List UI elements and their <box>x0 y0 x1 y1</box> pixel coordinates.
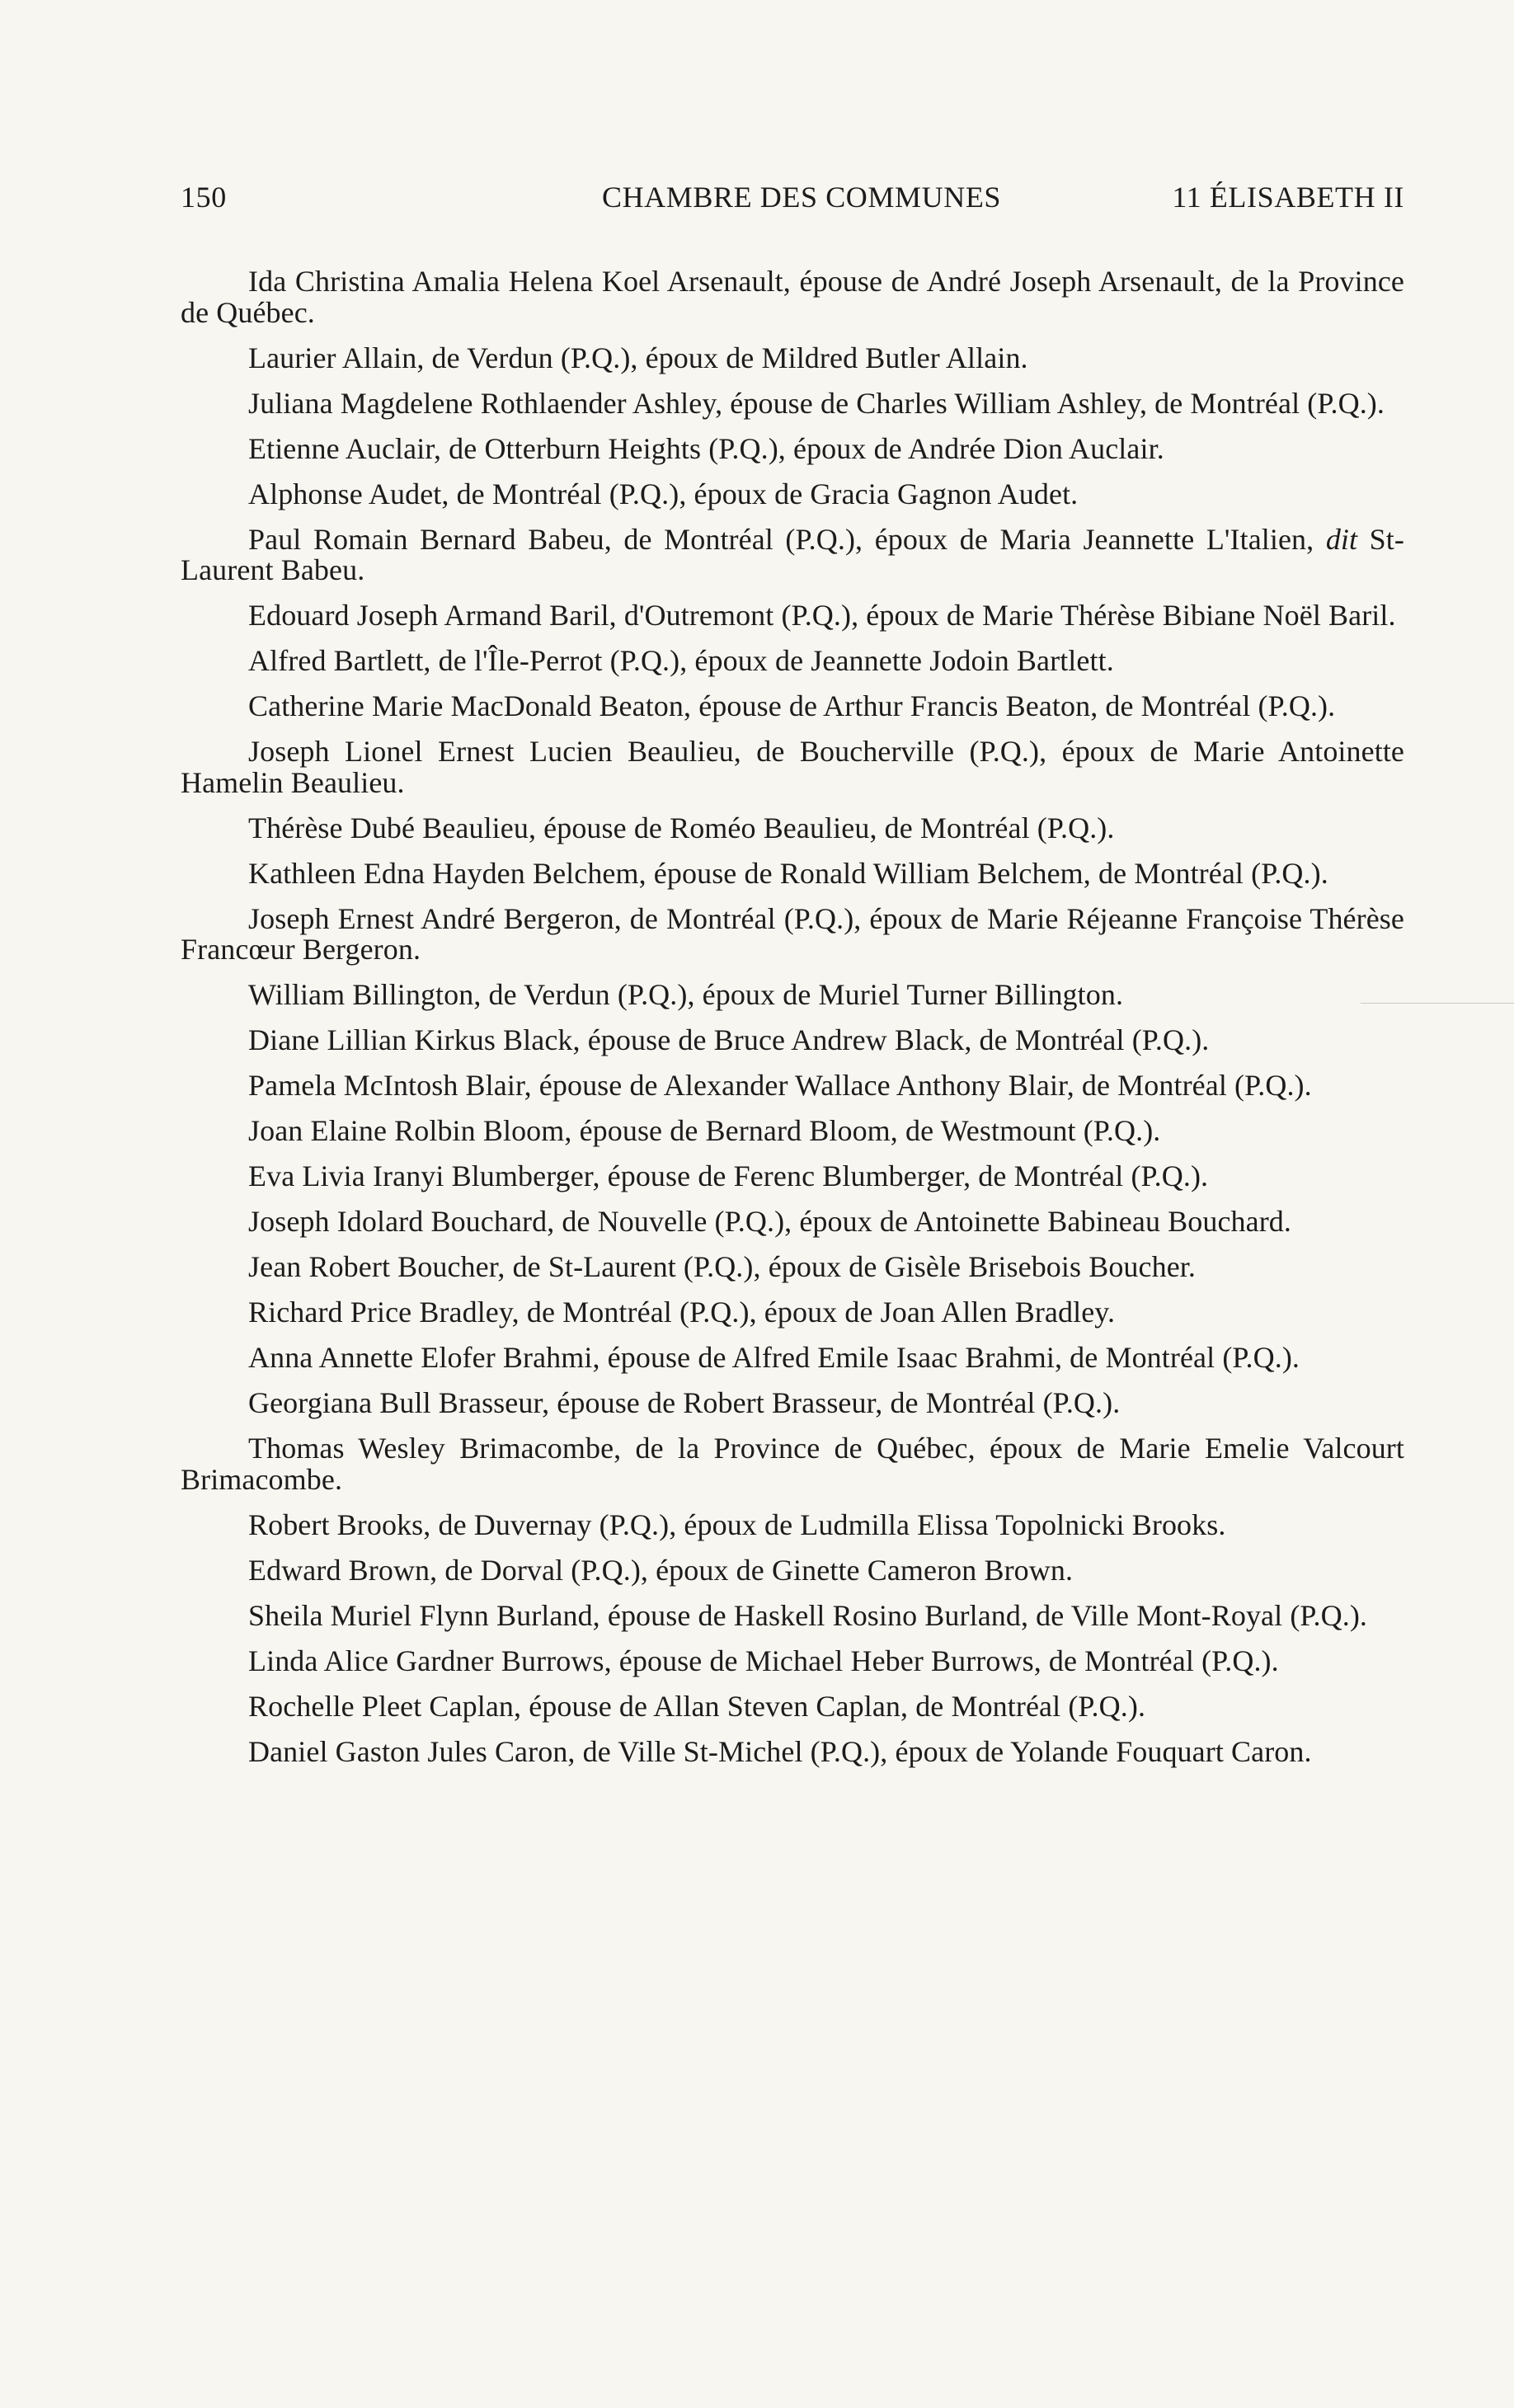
entry-text: Linda Alice Gardner Burrows, épouse de Michael Heber Burrows, de Montréal (P.Q.). <box>248 1644 1279 1677</box>
entry-text: Thérèse Dubé Beaulieu, épouse de Roméo Beaulieu, de Montréal (P.Q.). <box>248 811 1115 844</box>
entry-text: Robert Brooks, de Duvernay (P.Q.), époux de Ludmilla Elissa Topolnicki Brooks. <box>248 1507 1226 1541</box>
entry-text: Eva Livia Iranyi Blumberger, épouse de Ferenc Blumberger, de Montréal (P.Q.). <box>248 1159 1209 1192</box>
divorce-entries-list <box>181 266 1404 1782</box>
entry-text: Daniel Gaston Jules Caron, de Ville St-Michel (P.Q.), époux de Yolande Fouquart Caron. <box>248 1734 1312 1768</box>
entry-italic-text: dit <box>1325 522 1358 556</box>
entry-paragraph <box>181 1507 1404 1541</box>
entry-paragraph <box>181 646 1404 677</box>
entry-text: William Billington, de Verdun (P.Q.), époux de Muriel Turner Billington. <box>248 978 1124 1011</box>
entry-paragraph <box>181 1388 1404 1419</box>
entry-text: Kathleen Edna Hayden Belchem, épouse de Ronald William Belchem, de Montréal (P.Q.). <box>248 856 1328 890</box>
entry-text: Edouard Joseph Armand Baril, d'Outremont (P.Q.), époux de Marie Thérèse Bibiane Noël Baril. <box>248 599 1396 632</box>
entry-text: Anna Annette Elofer Brahmi, épouse de Alfred Emile Isaac Brahmi, de Montréal (P.Q.). <box>248 1341 1300 1374</box>
entry-paragraph <box>181 1070 1404 1102</box>
entry-paragraph <box>181 858 1404 890</box>
entry-paragraph <box>181 1343 1404 1374</box>
entry-text: Paul Romain Bernard Babeu, de Montréal (P.Q.), époux de Maria Jeannette L'Italien, <box>248 522 1326 556</box>
entry-paragraph <box>181 1555 1404 1587</box>
entry-text: Pamela McIntosh Blair, épouse de Alexander Wallace Anthony Blair, de Montréal (P.Q.). <box>248 1069 1312 1102</box>
entry-paragraph <box>181 1297 1404 1329</box>
entry-paragraph <box>181 1598 1404 1632</box>
entry-text: Edward Brown, de Dorval (P.Q.), époux de Ginette Cameron Brown. <box>248 1553 1074 1587</box>
entry-text: Jean Robert Boucher, de St-Laurent (P.Q.), époux de Gisèle Brisebois Boucher. <box>248 1250 1196 1283</box>
running-header <box>181 176 1404 218</box>
entry-paragraph <box>181 1161 1404 1192</box>
entry-paragraph <box>181 980 1404 1011</box>
entry-paragraph <box>181 901 1404 966</box>
entry-text: Richard Price Bradley, de Montréal (P.Q.), époux de Joan Allen Bradley. <box>248 1296 1116 1329</box>
entry-paragraph <box>181 524 1404 586</box>
entry-text: Joan Elaine Rolbin Bloom, épouse de Bernard Bloom, de Westmount (P.Q.). <box>248 1114 1161 1147</box>
entry-text: Georgiana Bull Brasseur, épouse de Robert Brasseur, de Montréal (P.Q.). <box>248 1386 1121 1419</box>
reign-label: 11 ÉLISABETH II <box>1172 181 1404 214</box>
entry-text: Catherine Marie MacDonald Beaton, épouse de Arthur Francis Beaton, de Montréal (P.Q.). <box>248 689 1336 722</box>
entry-text: Joseph Lionel Ernest Lucien Beaulieu, de Boucherville (P.Q.), époux de Marie Antoinette Hamelin Beaulieu. <box>181 735 1404 799</box>
entry-text: Alphonse Audet, de Montréal (P.Q.), époux de Gracia Gagnon Audet. <box>248 477 1079 510</box>
entry-text: Laurier Allain, de Verdun (P.Q.), époux de Mildred Butler Allain. <box>248 341 1028 374</box>
entry-text: Rochelle Pleet Caplan, épouse de Allan Steven Caplan, de Montréal (P.Q.). <box>248 1689 1146 1723</box>
entry-paragraph <box>181 691 1404 722</box>
entry-text: Etienne Auclair, de Otterburn Heights (P.Q.), époux de Andrée Dion Auclair. <box>248 431 1164 465</box>
entry-paragraph <box>181 431 1404 465</box>
entry-text: Alfred Bartlett, de l'Île-Perrot (P.Q.), époux de Jeannette Jodoin Bartlett. <box>248 644 1114 677</box>
entry-text: Ida Christina Amalia Helena Koel Arsenault, épouse de André Joseph Arsenault, de la Province de Québec. <box>181 265 1404 329</box>
entry-text: Juliana Magdelene Rothlaender Ashley, épouse de Charles William Ashley, de Montréal (P.Q.). <box>248 386 1385 420</box>
entry-text: Diane Lillian Kirkus Black, épouse de Bruce Andrew Black, de Montréal (P.Q.). <box>248 1023 1210 1056</box>
entry-paragraph <box>181 266 1404 328</box>
publication-title: CHAMBRE DES COMMUNES <box>601 181 1002 214</box>
page-number: 150 <box>181 181 227 214</box>
entry-paragraph <box>181 1252 1404 1283</box>
entry-paragraph <box>181 1025 1404 1056</box>
entry-paragraph <box>181 1206 1404 1238</box>
entry-paragraph <box>181 479 1404 510</box>
entry-text: Thomas Wesley Brimacombe, de la Province de Québec, époux de Marie Emelie Valcourt Brimacombe. <box>181 1432 1404 1496</box>
entry-text: Sheila Muriel Flynn Burland, épouse de Haskell Rosino Burland, de Ville Mont-Royal (P.Q.). <box>248 1598 1368 1632</box>
entry-paragraph <box>181 600 1404 632</box>
entry-text-continuation: St-Laurent Babeu. <box>181 522 1404 586</box>
entry-paragraph <box>181 1433 1404 1495</box>
entry-paragraph <box>181 736 1404 798</box>
entry-text: Joseph Ernest André Bergeron, de Montréal (P.Q.), époux de Marie Réjeanne Françoise Thérèse Francœur Bergeron. <box>181 901 1404 966</box>
entry-paragraph <box>181 1646 1404 1677</box>
entry-paragraph <box>181 1116 1404 1147</box>
entry-paragraph <box>181 1691 1404 1723</box>
entry-paragraph <box>181 388 1404 420</box>
entry-paragraph <box>181 813 1404 844</box>
entry-paragraph <box>181 343 1404 374</box>
entry-paragraph <box>181 1734 1404 1768</box>
entry-text: Joseph Idolard Bouchard, de Nouvelle (P.Q.), époux de Antoinette Babineau Bouchard. <box>248 1205 1291 1238</box>
